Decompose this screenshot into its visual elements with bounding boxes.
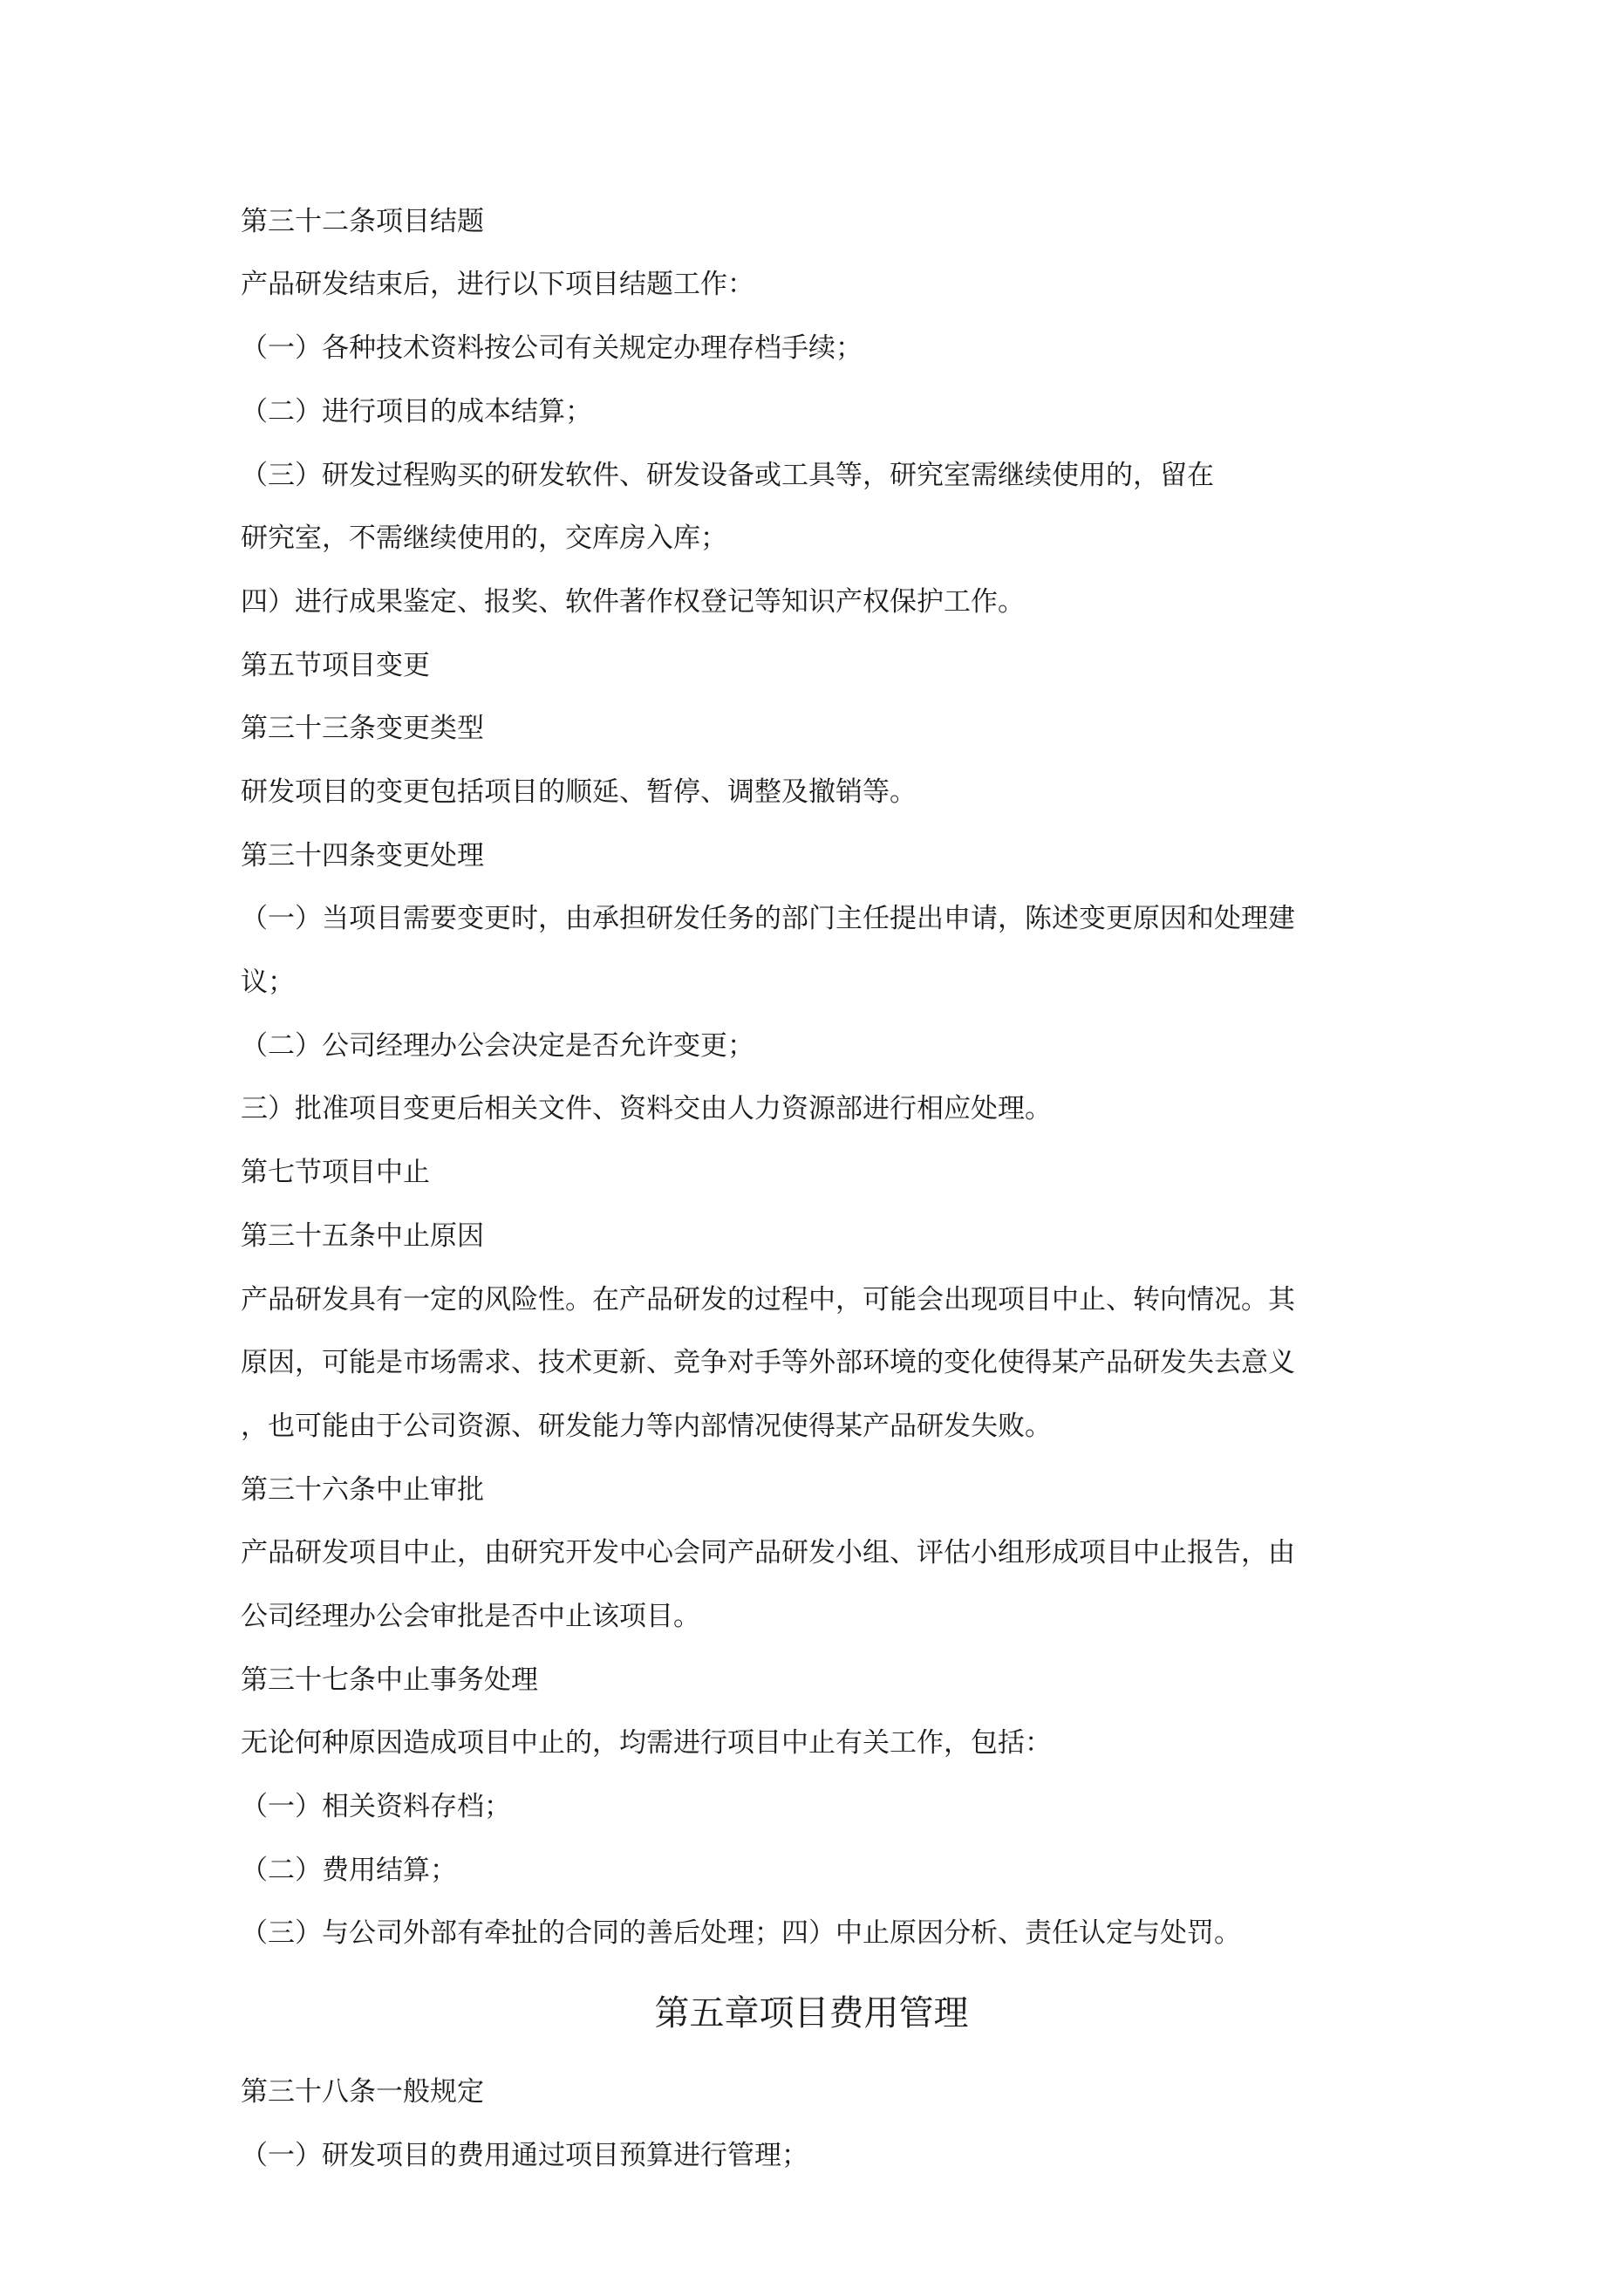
article-heading: 第三十八条一般规定 [241,2076,484,2108]
article-heading: 第三十七条中止事务处理 [241,1664,538,1696]
paragraph-line: 无论何种原因造成项目中止的，均需进行项目中止有关工作，包括： [241,1727,1052,1759]
list-item: （一）当项目需要变更时，由承担研发任务的部门主任提出申请，陈述变更原因和处理建 [241,903,1295,934]
list-item: （三）研发过程购买的研发软件、研发设备或工具等，研究室需继续使用的，留在 [241,460,1214,491]
article-heading: 第三十五条中止原因 [241,1220,484,1252]
paragraph-line: 原因，可能是市场需求、技术更新、竞争对手等外部环境的变化使得某产品研发失去意义 [241,1347,1295,1378]
list-item: （一）研发项目的费用通过项目预算进行管理； [241,2140,808,2171]
list-item: （二）公司经理办公会决定是否允许变更； [241,1030,754,1062]
chapter-title: 第五章项目费用管理 [654,1993,969,2033]
list-item: （三）与公司外部有牵扯的合同的善后处理；四）中止原因分析、责任认定与处罚。 [241,1917,1241,1949]
article-heading: 第三十四条变更处理 [241,840,484,871]
article-heading: 第三十三条变更类型 [241,713,484,744]
paragraph-line: 议； [241,967,295,998]
section-heading: 第七节项目中止 [241,1157,430,1188]
paragraph-line: 研发项目的变更包括项目的顺延、暂停、调整及撤销等。 [241,776,917,808]
paragraph-line: ，也可能由于公司资源、研发能力等内部情况使得某产品研发失败。 [241,1411,1052,1442]
paragraph-line: 产品研发结束后，进行以下项目结题工作： [241,269,754,300]
list-item: （一）相关资料存档； [241,1791,511,1822]
list-item: （一）各种技术资料按公司有关规定办理存档手续； [241,332,863,364]
paragraph-line: 产品研发具有一定的风险性。在产品研发的过程中，可能会出现项目中止、转向情况。其 [241,1284,1295,1315]
paragraph-line: 研究室，不需继续使用的，交库房入库； [241,523,727,554]
list-item: 四）进行成果鉴定、报奖、软件著作权登记等知识产权保护工作。 [241,586,1025,618]
list-item: （二）费用结算； [241,1855,457,1886]
section-heading: 第五节项目变更 [241,650,430,681]
article-heading: 第三十二条项目结题 [241,206,484,237]
list-item: （二）进行项目的成本结算； [241,396,592,427]
paragraph-line: 产品研发项目中止，由研究开发中心会同产品研发小组、评估小组形成项目中止报告，由 [241,1537,1295,1568]
paragraph-line: 公司经理办公会审批是否中止该项目。 [241,1601,700,1632]
article-heading: 第三十六条中止审批 [241,1474,484,1506]
list-item: 三）批准项目变更后相关文件、资料交由人力资源部进行相应处理。 [241,1093,1052,1124]
